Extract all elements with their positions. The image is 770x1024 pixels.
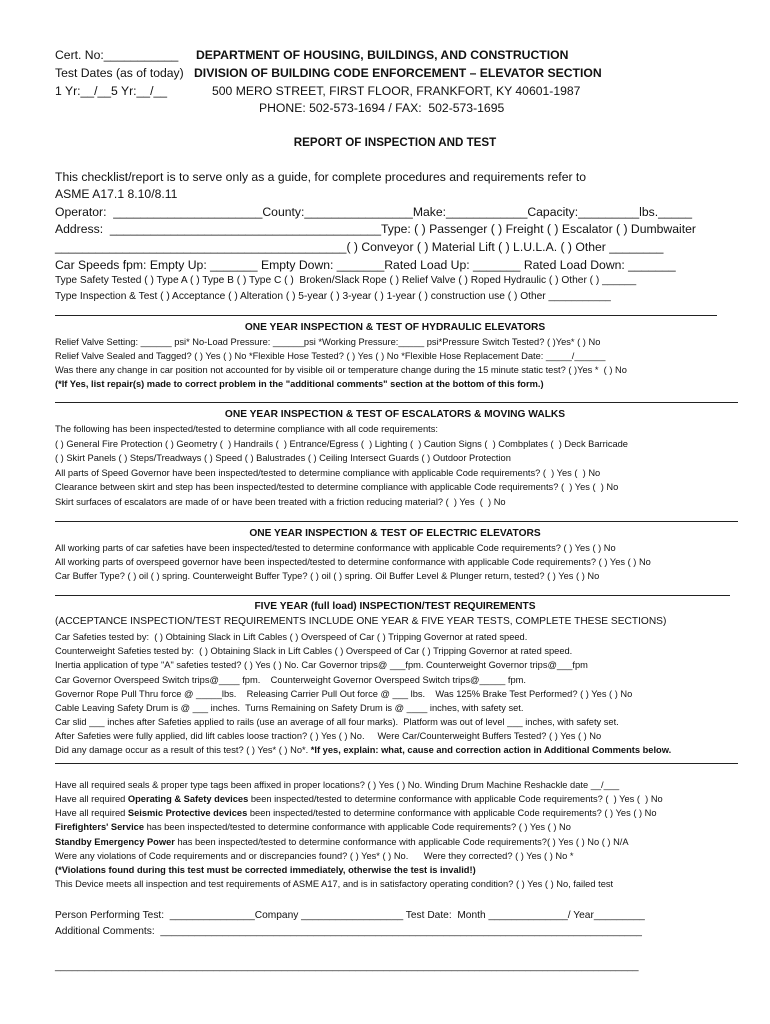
five-year-line-7: Car slid ___ inches after Safeties applied to rails (use an average of all four marks). Platform was out of level ___ inches, with safety set. [55, 717, 619, 727]
division-name: DIVISION OF BUILDING CODE ENFORCEMENT – ELEVATOR SECTION [194, 66, 602, 80]
hydraulic-line-3: Was there any change in car position not accounted for by visible oil or temperature change during the 15 minute static test? ( )Yes * ( ) No [55, 365, 627, 375]
hydraulic-line-2: Relief Valve Sealed and Tagged? ( ) Yes ( ) No *Flexible Hose Tested? ( ) Yes ( ) No *Flexible Hose Replacement Date: _____/______ [55, 351, 606, 361]
general-line-2 [55, 795, 663, 804]
conveyor-line: ___________________________________________( ) Conveyor ( ) Material Lift ( ) L.U.L.A. ( ) Other ________ [55, 240, 664, 254]
escalator-line-2: ( ) General Fire Protection ( ) Geometry ( ) Handrails ( ) Entrance/Egress ( ) Lighting ( ) Caution Signs ( ) Combplates ( ) Deck Barricade [55, 439, 628, 449]
escalator-line-1: The following has been inspected/tested to determine compliance with all code requirements: [55, 424, 438, 434]
report-title: REPORT OF INSPECTION AND TEST [293, 136, 497, 149]
five-year-line-5: Governor Rope Pull Thru force @ _____lbs. Releasing Carrier Pull Out force @ ___ lbs. Was 125% Brake Test Performed? ( ) Yes ( ) No [55, 689, 633, 699]
general-line-3 [55, 809, 657, 818]
department-address: 500 MERO STREET, FIRST FLOOR, FRANKFORT, KY 40601-1987 [212, 84, 581, 98]
five-year-line-4: Car Governor Overspeed Switch trips@____ fpm. Counterweight Governor Overspeed Switch trips@_____ fpm. [55, 675, 527, 685]
type-inspection-line: Type Inspection & Test ( ) Acceptance ( ) Alteration ( ) 5-year ( ) 3-year ( ) 1-year ( ) construction use ( ) Other ___________ [55, 291, 611, 302]
general-line-1: Have all required seals & proper type tags been affixed in proper locations? ( ) Yes ( ) No. Winding Drum Machine Reshackle date __/___ [55, 780, 620, 790]
type-safety-line: Type Safety Tested ( ) Type A ( ) Type B ( ) Type C ( ) Broken/Slack Rope ( ) Relief Valve ( ) Roped Hydraulic ( ) Other ( ) ______ [55, 275, 637, 286]
general-line-5-suffix: has been inspected/tested to determine conformance with applicable Code requirements?( ) Yes ( ) No ( ) N/A [174, 837, 629, 847]
damage-explain-note: *If yes, explain: what, cause and correction action in Additional Comments below. [310, 745, 672, 755]
intro-line-1: This checklist/report is to serve only as a guide, for complete procedures and requirements refer to [55, 170, 587, 184]
escalator-section-title: ONE YEAR INSPECTION & TEST OF ESCALATORS & MOVING WALKS [224, 409, 566, 420]
escalator-line-6: Skirt surfaces of escalators are made of or have been treated with a friction reducing material? ( ) Yes ( ) No [55, 497, 506, 507]
violations-note: (*Violations found during this test must be corrected immediately, otherwise the test is invalid!) [55, 865, 476, 875]
car-speeds-line: Car Speeds fpm: Empty Up: _______ Empty Down: _______Rated Load Up: _______ Rated Load Down: _______ [55, 258, 676, 272]
divider [55, 402, 738, 403]
five-year-subtitle: (ACCEPTANCE INSPECTION/TEST REQUIREMENTS INCLUDE ONE YEAR & FIVE YEAR TESTS, COMPLETE THESE SECTIONS) [55, 616, 667, 627]
general-line-2-suffix: been inspected/tested to determine conformance with applicable Code requirements? ( ) Yes ( ) No [248, 794, 663, 804]
five-year-line-8: After Safeties were fully applied, did lift cables loose traction? ( ) Yes ( ) No. Were Car/Counterweight Buffers Tested? ( ) Yes ( ) No [55, 731, 602, 741]
general-line-2-prefix: Have all required [55, 794, 128, 804]
electric-section-title: ONE YEAR INSPECTION & TEST OF ELECTRIC ELEVATORS [249, 528, 541, 539]
cert-no: Cert. No:___________ [55, 48, 179, 62]
divider [55, 763, 738, 764]
five-year-line-3: Inertia application of type "A" safeties tested? ( ) Yes ( ) No. Car Governor trips@ ___fpm. Counterweight Governor trips@___fpm [55, 660, 588, 670]
hydraulic-line-4: (*If Yes, list repair(s) made to correct problem in the "additional comments" section at the bottom of this form.) [55, 379, 544, 389]
damage-question: Did any damage occur as a result of this test? ( ) Yes* ( ) No*. [55, 745, 311, 755]
intro-line-2: ASME A17.1 8.10/8.11 [55, 187, 178, 201]
general-line-8: This Device meets all inspection and test requirements of ASME A17, and is in satisfactory operating condition? ( ) Yes ( ) No, failed test [55, 879, 614, 889]
operating-safety-devices: Operating & Safety devices [127, 794, 249, 804]
seismic-protective-devices: Seismic Protective devices [127, 808, 248, 818]
divider [55, 521, 738, 522]
escalator-line-4: All parts of Speed Governor have been inspected/tested to determine compliance with applicable Code requirements? ( ) Yes ( ) No [55, 468, 601, 478]
department-name: DEPARTMENT OF HOUSING, BUILDINGS, AND CONSTRUCTION [196, 48, 569, 62]
electric-line-3: Car Buffer Type? ( ) oil ( ) spring. Counterweight Buffer Type? ( ) oil ( ) spring. Oil Buffer Level & Plunger return, tested? ( ) Yes ( ) No [55, 571, 600, 581]
year-dates: 1 Yr:__/__5 Yr:__/__ [55, 84, 168, 98]
firefighters-service: Firefighters' Service [55, 822, 145, 832]
escalator-line-3: ( ) Skirt Panels ( ) Steps/Treadways ( ) Speed ( ) Balustrades ( ) Ceiling Intersect Guards ( ) Outdoor Protection [55, 453, 511, 463]
escalator-line-5: Clearance between skirt and step has been inspected/tested to determine compliance with applicable Code requirements? ( ) Yes ( ) No [55, 482, 619, 492]
address-type-line: Address: ________________________________________Type: ( ) Passenger ( ) Freight ( ) Escalator ( ) Dumbwaiter [55, 222, 696, 236]
general-line-3-suffix: been inspected/tested to determine conformance with applicable Code requirements? ( ) Yes ( ) No [247, 808, 657, 818]
five-year-section-title: FIVE YEAR (full load) INSPECTION/TEST REQUIREMENTS [254, 601, 536, 612]
general-line-5 [55, 838, 629, 847]
person-performing-test-line: Person Performing Test: _______________Company __________________ Test Date: Month ______________/ Year_________ [55, 910, 645, 921]
five-year-line-6: Cable Leaving Safety Drum is @ ___ inches. Turns Remaining on Safety Drum is @ ____ inches, with safety set. [55, 703, 524, 713]
standby-emergency-power: Standby Emergency Power [55, 837, 175, 847]
five-year-line-1: Car Safeties tested by: ( ) Obtaining Slack in Lift Cables ( ) Overspeed of Car ( ) Tripping Governor at rated speed. [55, 632, 528, 642]
general-line-6: Were any violations of Code requirements and or discrepancies found? ( ) Yes* ( ) No. Were they corrected? ( ) Yes ( ) No * [55, 851, 574, 861]
comments-blank-line: _______________________________________________________________________________________________________ [55, 961, 639, 972]
test-dates-label: Test Dates (as of today) [55, 66, 184, 80]
general-line-4-suffix: has been inspected/tested to determine conformance with applicable Code requirements? ( ) Yes ( ) No [144, 822, 571, 832]
five-year-line-9 [55, 746, 671, 755]
divider [55, 315, 717, 316]
operator-line: Operator: ______________________County:________________Make:____________Capacity:_________lbs._____ [55, 205, 693, 219]
general-line-4 [55, 823, 571, 832]
hydraulic-section-title: ONE YEAR INSPECTION & TEST OF HYDRAULIC ELEVATORS [244, 322, 546, 333]
department-phone: PHONE: 502-573-1694 / FAX: 502-573-1695 [259, 101, 505, 115]
electric-line-1: All working parts of car safeties have been inspected/tested to determine conformance with applicable Code requirements? ( ) Yes ( ) No [55, 543, 616, 553]
five-year-line-2: Counterweight Safeties tested by: ( ) Obtaining Slack in Lift Cables ( ) Overspeed of Car ( ) Tripping Governor at rated speed. [55, 646, 573, 656]
additional-comments-line: Additional Comments: _____________________________________________________________________________________ [55, 926, 642, 937]
divider [55, 595, 730, 596]
electric-line-2: All working parts of overspeed governor have been inspected/tested to determine conformance with applicable Code requirements? ( ) Yes ( ) No [55, 557, 651, 567]
general-line-3-prefix: Have all required [55, 808, 128, 818]
hydraulic-line-1: Relief Valve Setting: ______ psi* No-Load Pressure: ______psi *Working Pressure:_____ psi*Pressure Switch Tested? ( )Yes* ( ) No [55, 337, 601, 347]
